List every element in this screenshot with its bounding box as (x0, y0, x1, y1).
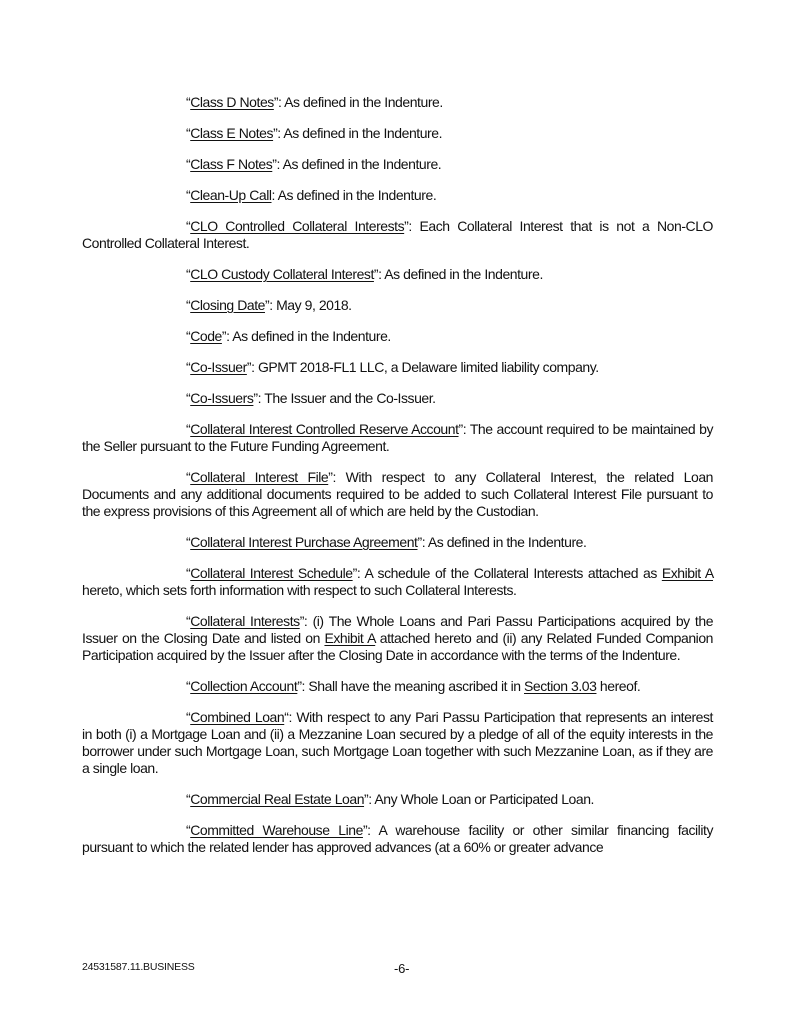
term-separator: ”: (272, 156, 283, 172)
defined-term: Collateral Interests (190, 613, 300, 629)
open-quote: “ (186, 565, 191, 581)
definition-text: With respect to any Pari Passu Participation that represents an interest in both (i) a Mortgage Loan and (ii) a Mezzanine Loan secured by a pledge of all of the equity interests in the borrower under such Mortgage Loan, such Mortgage Loan together with such Mezzanine Loan, as if they are a single loan. (82, 709, 713, 776)
open-quote: “ (186, 822, 191, 838)
defined-term: Collection Account (190, 678, 298, 694)
open-quote: “ (186, 297, 191, 313)
definition-paragraph (82, 390, 713, 407)
definition-paragraph (82, 156, 713, 173)
defined-term: CLO Controlled Collateral Interests (190, 218, 405, 234)
open-quote: “ (186, 791, 191, 807)
definition-text: As defined in the Indenture. (283, 125, 443, 141)
document-body (82, 94, 713, 870)
open-quote: “ (186, 359, 191, 375)
open-quote: “ (186, 156, 191, 172)
term-separator: ”: (264, 297, 277, 313)
definition-paragraph (82, 709, 713, 777)
document-id: 24531587.11.BUSINESS (82, 961, 195, 973)
defined-term: Collateral Interest Schedule (190, 565, 353, 581)
term-separator: ”: (373, 266, 385, 282)
definition-text: Each Collateral Interest that is not a Non-CLO Controlled Collateral Interest. (82, 218, 713, 251)
definition-text: As defined in the Indenture. (232, 328, 391, 344)
defined-term: Co-Issuer (190, 359, 247, 375)
term-separator: ”: (328, 469, 346, 485)
definition-text: Shall have the meaning ascribed it in (308, 678, 525, 694)
open-quote: “ (186, 328, 191, 344)
definition-text: A warehouse facility or other similar financing facility pursuant to which the related lender has approved advances (at a 60% or greater advance (82, 822, 713, 855)
defined-term: CLO Custody Collateral Interest (190, 266, 374, 282)
definition-text: A schedule of the Collateral Interests attached as (364, 565, 662, 581)
term-separator: ”: (253, 390, 265, 406)
term-separator: ”: (417, 534, 428, 550)
defined-term: Clean-Up Call (190, 187, 272, 203)
open-quote: “ (186, 94, 191, 110)
term-separator: ”: (273, 94, 285, 110)
defined-term: Collateral Interest File (190, 469, 329, 485)
term-separator: ”: (364, 791, 375, 807)
term-separator: ”: (221, 328, 233, 344)
defined-term: Class F Notes (190, 156, 273, 172)
definition-paragraph (82, 218, 713, 252)
term-separator: ”: (404, 218, 420, 234)
defined-term: Collateral Interest Controlled Reserve Account (190, 421, 459, 437)
open-quote: “ (186, 390, 191, 406)
definition-text: (i) The Whole Loans and Pari Passu Participations acquired by the Issuer on the Closing Date and listed on (82, 613, 714, 646)
definition-paragraph (82, 297, 713, 314)
defined-term: Committed Warehouse Line (190, 822, 363, 838)
term-separator: ”: (297, 678, 309, 694)
open-quote: “ (186, 266, 191, 282)
open-quote: “ (186, 421, 191, 437)
open-quote: “ (186, 534, 191, 550)
definition-text: With respect to any Collateral Interest, the related Loan Documents and any additional documents required to be added to such Collateral Interest File pursuant to the express provisions of this Agreement all of which are held by the Custodian. (82, 469, 713, 519)
term-separator: ”: (299, 613, 313, 629)
defined-term: Combined Loan (190, 709, 285, 725)
definition-paragraph (82, 822, 713, 856)
term-separator: “: (284, 709, 297, 725)
definition-paragraph (82, 678, 713, 695)
definition-text: attached hereto and (ii) any Related Funded Companion Participation acquired by the Issuer after the Closing Date in accordance with the terms of the Indenture. (82, 630, 713, 663)
definition-paragraph (82, 187, 713, 204)
definition-text: The Issuer and the Co-Issuer. (264, 390, 436, 406)
definition-paragraph (82, 613, 713, 664)
definition-text: GPMT 2018-FL1 LLC, a Delaware limited liability company. (257, 359, 599, 375)
term-separator: ”: (246, 359, 258, 375)
defined-term: Co-Issuers (190, 390, 254, 406)
cross-reference: Section 3.03 (524, 678, 597, 694)
definition-text: hereto, which sets forth information with respect to such Collateral Interests. (82, 582, 517, 598)
cross-reference: Exhibit A (661, 565, 713, 581)
open-quote: “ (186, 125, 191, 141)
definition-paragraph (82, 421, 713, 455)
definition-paragraph (82, 125, 713, 142)
term-separator: ”: (352, 565, 365, 581)
defined-term: Class E Notes (190, 125, 274, 141)
definition-text: As defined in the Indenture. (277, 187, 437, 203)
definition-text: Any Whole Loan or Participated Loan. (374, 791, 594, 807)
open-quote: “ (186, 678, 191, 694)
definition-text: As defined in the Indenture. (284, 94, 443, 110)
definition-paragraph (82, 565, 713, 599)
defined-term: Code (190, 328, 222, 344)
defined-term: Class D Notes (190, 94, 274, 110)
defined-term: Collateral Interest Purchase Agreement (190, 534, 418, 550)
term-separator: ”: (458, 421, 470, 437)
term-separator: : (271, 187, 278, 203)
open-quote: “ (186, 187, 191, 203)
defined-term: Commercial Real Estate Loan (190, 791, 365, 807)
cross-reference: Exhibit A (324, 630, 376, 646)
term-separator: ”: (273, 125, 284, 141)
open-quote: “ (186, 218, 191, 234)
definition-text: As defined in the Indenture. (282, 156, 442, 172)
definition-text: As defined in the Indenture. (427, 534, 587, 550)
open-quote: “ (186, 613, 191, 629)
definition-paragraph (82, 791, 713, 808)
term-separator: ”: (362, 822, 379, 838)
definition-paragraph (82, 359, 713, 376)
definition-text: The account required to be maintained by the Seller pursuant to the Future Funding Agreement. (82, 421, 713, 454)
definition-paragraph (82, 328, 713, 345)
page-number: -6- (394, 961, 410, 976)
defined-term: Closing Date (190, 297, 265, 313)
definition-paragraph (82, 266, 713, 283)
definition-paragraph (82, 469, 713, 520)
definition-text: May 9, 2018. (276, 297, 352, 313)
definition-text: hereof. (596, 678, 641, 694)
definition-text: As defined in the Indenture. (384, 266, 543, 282)
definition-paragraph (82, 94, 713, 111)
open-quote: “ (186, 469, 191, 485)
open-quote: “ (186, 709, 191, 725)
definition-paragraph (82, 534, 713, 551)
